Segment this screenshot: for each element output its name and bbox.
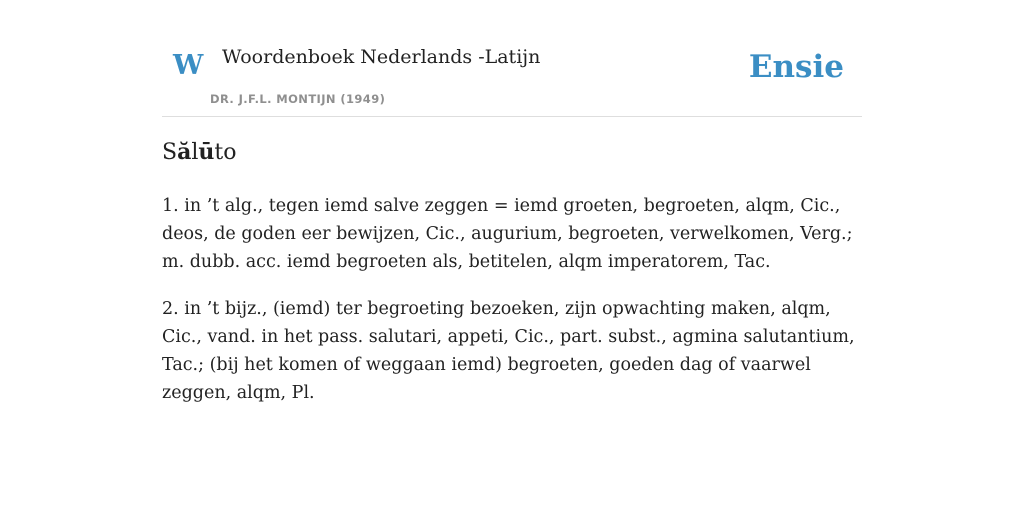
- headword-part: ă: [177, 139, 192, 165]
- headword-part: to: [214, 140, 237, 165]
- ensie-brand-link[interactable]: Ensie: [748, 49, 844, 85]
- entry-page: [162, 0, 862, 403]
- dictionary-logo[interactable]: W: [173, 50, 204, 81]
- headword: [162, 139, 236, 166]
- page-header: [162, 0, 862, 117]
- dictionary-author: DR. J.F.L. MONTIJN (1949): [210, 92, 386, 106]
- dictionary-title[interactable]: Woordenboek Nederlands -Latijn: [222, 46, 541, 68]
- headword-part: S: [162, 140, 178, 165]
- definition-1: 1. in ’t alg., tegen iemd salve zeggen = iemd groeten, begroeten, alqm, Cic., deos, de goden eer bewijzen, Cic., augurium, begroeten, verwelkomen, Verg.; m. dubb. acc. iemd begroeten als, betitelen, alqm imperatorem, Tac.: [162, 196, 853, 272]
- definition-2: 2. in ’t bijz., (iemd) ter begroeting bezoeken, zijn opwachting maken, alqm, Cic., vand. in het pass. salutari, appeti, Cic., part. subst., agmina salutantium, Tac.; (bij het komen of weggaan iemd) begroeten, goeden dag of vaarwel zeggen, alqm, Pl.: [162, 299, 855, 403]
- headword-part: ū: [198, 139, 215, 165]
- headword-part: l: [191, 140, 199, 165]
